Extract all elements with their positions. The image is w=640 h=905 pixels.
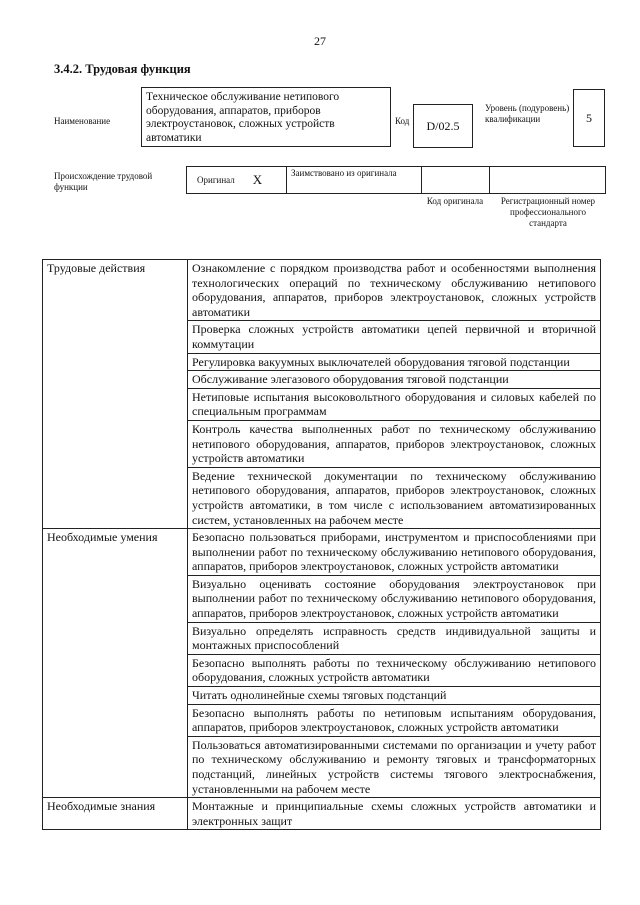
original-mark: X (252, 172, 263, 187)
table-row (43, 529, 601, 576)
labor-action-item: Ведение технической документации по техническому обслуживанию нетипового оборудования, аппаратов, приборов электроустановок, сложных устройств автоматики, в том числе с использованием автоматизированных систем, установленных на рабочем месте (188, 467, 601, 528)
labor-action-item: Обслуживание элегазового оборудования тяговой подстанции (188, 371, 601, 389)
labor-action-item: Контроль качества выполненных работ по техническому обслуживанию нетипового оборудования, аппаратов, приборов электроустановок, сложных устройств автоматики (188, 420, 601, 467)
labor-function-table (42, 259, 601, 830)
table-row (43, 798, 601, 830)
qualification-level-label: Уровень (подуровень) квалификации (485, 103, 570, 124)
section-title: 3.4.2. Трудовая функция (54, 62, 191, 76)
qualification-level-value: 5 (573, 89, 605, 147)
skills-label: Необходимые умения (43, 529, 188, 798)
original-label: Оригинал (197, 174, 235, 185)
knowledge-item: Монтажные и принципиальные схемы сложных устройств автоматики и электронных защит (188, 798, 601, 830)
code-label: Код (395, 116, 410, 126)
labor-action-item: Регулировка вакуумных выключателей оборудования тяговой подстанции (188, 353, 601, 371)
labor-actions-label: Трудовые действия (43, 260, 188, 529)
labor-action-item: Ознакомление с порядком производства работ и особенностями выполнения технологических операций по техническому обслуживанию нетипового оборудования, аппаратов, приборов электроустановок, сложных устройств автоматики (188, 260, 601, 321)
labor-action-item: Нетиповые испытания высоковольтного оборудования и силовых кабелей по специальным программам (188, 388, 601, 420)
skill-item: Читать однолинейные схемы тяговых подстанций (188, 687, 601, 705)
knowledge-label: Необходимые знания (43, 798, 188, 830)
table-row (43, 260, 601, 321)
original-cell (187, 167, 287, 193)
code-original-caption: Код оригинала (426, 196, 484, 206)
code-original-cell (422, 167, 490, 193)
reg-number-caption: Регистрационный номер профессионального стандарта (500, 196, 596, 228)
borrowed-label: Заимствовано из оригинала (287, 167, 422, 193)
skill-item: Безопасно выполнять работы по нетиповым испытаниям оборудования, аппаратов, приборов электроустановок, сложных устройств автоматики (188, 704, 601, 736)
page-number: 27 (314, 34, 326, 48)
function-code-value: D/02.5 (413, 104, 473, 148)
skill-item: Безопасно выполнять работы по техническому обслуживанию нетипового оборудования, сложных устройств автоматики (188, 654, 601, 686)
function-name-value: Техническое обслуживание нетипового оборудования, аппаратов, приборов электроустановок, сложных устройств автоматики (141, 87, 391, 147)
name-label: Наименование (54, 116, 111, 126)
labor-action-item: Проверка сложных устройств автоматики цепей первичной и вторичной коммутации (188, 321, 601, 353)
origin-row (186, 166, 606, 194)
skill-item: Безопасно пользоваться приборами, инструментом и приспособлениями при выполнении работ по техническому обслуживанию нетипового оборудования, аппаратов, приборов электроустановок, сложных устройств автоматики (188, 529, 601, 576)
reg-number-cell (490, 167, 605, 193)
skill-item: Визуально определять исправность средств индивидуальной защиты и монтажных приспособлений (188, 622, 601, 654)
skill-item: Пользоваться автоматизированными системами по организации и учету работ по техническому обслуживанию и ремонту тяговых и трансформаторных подстанций, линейных устройств системы тягового электроснабжения, установленными на рабочем месте (188, 736, 601, 797)
origin-label: Происхождение трудовой функции (54, 171, 153, 192)
skill-item: Визуально оценивать состояние оборудования электроустановок при выполнении работ по техническому обслуживанию нетипового оборудования, аппаратов, приборов электроустановок, сложных устройств автоматики (188, 575, 601, 622)
